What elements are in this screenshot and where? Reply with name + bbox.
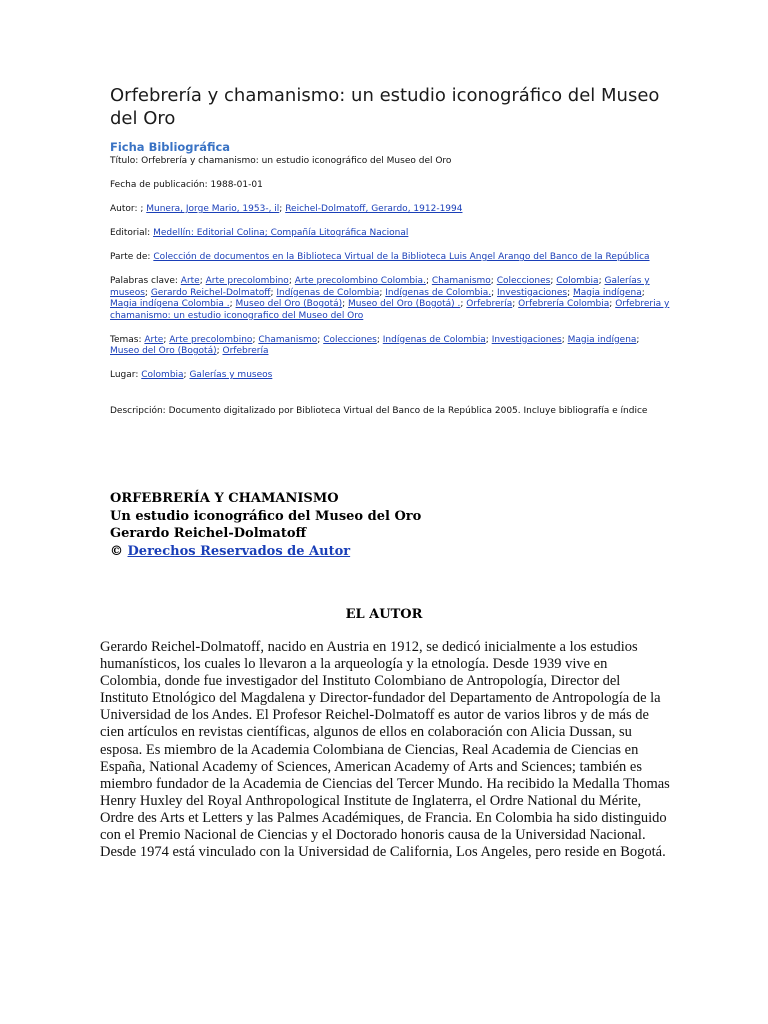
separator: ; xyxy=(636,334,640,345)
descripcion-value: Documento digitalizado por Biblioteca Virtual del Banco de la República 2005. Incluye bibliografía e índice xyxy=(168,405,648,416)
separator: ; xyxy=(491,287,498,298)
book-author: Gerardo Reichel-Dolmatoff xyxy=(110,526,307,541)
separator: ; xyxy=(199,276,206,286)
parte-link[interactable]: Colección de documentos en la Biblioteca Virtual de la Biblioteca Luis Angel Arango del Banco de la República xyxy=(153,252,650,262)
palabra-clave-link[interactable]: Gerardo Reichel-Dolmatoff xyxy=(150,287,271,298)
autor-row xyxy=(110,204,670,216)
autor-link[interactable]: Munera, Jorge Mario, 1953-, il xyxy=(146,204,280,214)
palabra-clave-link[interactable]: Orfebreria y chamanismo: un estudio iconografico del Museo del Oro xyxy=(110,299,670,321)
lugar-label: Lugar: xyxy=(110,370,139,380)
lugar-link[interactable]: Colombia xyxy=(141,370,184,380)
tema-link[interactable]: Magia indígena xyxy=(567,334,637,345)
separator: ; xyxy=(485,334,492,345)
tema-link[interactable]: Orfebrería xyxy=(222,346,269,356)
titulo-row xyxy=(110,156,670,168)
tema-link[interactable]: Colecciones xyxy=(323,334,377,345)
palabra-clave-link[interactable]: Indígenas de Colombia. xyxy=(385,287,492,298)
page-title: Orfebrería y chamanismo: un estudio iconográfico del Museo del Oro xyxy=(110,85,660,129)
separator: ; xyxy=(163,334,170,345)
separator: ; xyxy=(279,204,286,214)
parte-row xyxy=(110,252,670,264)
separator: ; xyxy=(379,287,386,298)
separator: ; xyxy=(512,299,519,309)
titulo-label: Título: xyxy=(110,156,139,166)
temas-label: Temas: xyxy=(110,334,142,345)
titulo-value: Orfebrería y chamanismo: un estudio iconográfico del Museo del Oro xyxy=(141,156,452,166)
separator: ; xyxy=(641,287,645,298)
separator: ; xyxy=(342,299,349,309)
palabra-clave-link[interactable]: Colecciones xyxy=(496,276,551,286)
palabra-clave-link[interactable]: Museo del Oro (Bogotá) . xyxy=(348,299,461,309)
book-title: ORFEBRERÍA Y CHAMANISMO xyxy=(110,491,339,506)
palabra-clave-link[interactable]: Magia indígena Colombia . xyxy=(110,299,230,309)
editorial-label: Editorial: xyxy=(110,228,151,238)
author-bio: Gerardo Reichel-Dolmatoff, nacido en Austria en 1912, se dedicó inicialmente a los estudios humanísticos, los cuales lo llevaron a la arqueología y la etnología. Desde 1939 vive en Colombia, donde fue investigador del Instituto Colombiano de Antropología, Director del Instituto Etnológico del Magdalena y Director-fundador del Departamento de Antropología de la Universidad de los Andes. El Profesor Reichel-Dolmatoff es autor de varios libros y de más de cien artículos en revistas científicas, algunos de ellos en colaboración con Alicia Dussan, su esposa. Es miembro de la Academia Colombiana de Ciencias, Real Academia de Ciencias en España, National Academy of Sciences, American Academy of Arts and Sciences; también es miembro fundador de la Academia de Ciencias del Tercer Mundo. Ha recibido la Medalla Thomas Henry Huxley del Royal Anthropological Institute de Inglaterra, el Ordre National du Mérite, Ordre des Arts et Letters y las Palmes Académiques, de Francia. En Colombia ha sido distinguido con el Premio Nacional de Ciencias y el Doctorado honoris causa de la Universidad Nacional. Desde 1974 está vinculado con la Universidad de California, Los Angeles, pero reside en Bogotá. xyxy=(100,639,670,861)
autor-label: Autor: ; xyxy=(110,204,144,214)
separator: ; xyxy=(425,276,432,286)
separator: ; xyxy=(609,299,616,309)
tema-link[interactable]: Arte xyxy=(144,334,164,345)
tema-link[interactable]: Chamanismo xyxy=(258,334,318,345)
palabras-label: Palabras clave: xyxy=(110,276,178,286)
book-header xyxy=(110,490,670,560)
separator: ; xyxy=(561,334,568,345)
descripcion-row xyxy=(110,406,670,418)
palabra-clave-link[interactable]: Magia indígena xyxy=(573,287,642,298)
palabra-clave-link[interactable]: Indígenas de Colombia xyxy=(276,287,380,298)
palabra-clave-link[interactable]: Arte precolombino xyxy=(205,276,289,286)
fecha-row xyxy=(110,180,670,192)
palabra-clave-link[interactable]: Investigaciones xyxy=(497,287,568,298)
parte-label: Parte de: xyxy=(110,252,151,262)
separator: ; xyxy=(460,299,467,309)
separator: ; xyxy=(229,299,236,309)
palabras-row xyxy=(110,276,670,322)
author-section-heading: EL AUTOR xyxy=(345,607,423,622)
editorial-link[interactable]: Medellín: Editorial Colina; Compañía Litográfica Nacional xyxy=(153,228,409,238)
separator: ; xyxy=(567,287,573,298)
palabra-clave-link[interactable]: Galerías y museos xyxy=(110,276,650,298)
palabra-clave-link[interactable]: Museo del Oro (Bogotá) xyxy=(235,299,343,309)
palabra-clave-link[interactable]: Arte xyxy=(180,276,200,286)
separator: ; xyxy=(216,346,223,356)
editorial-row xyxy=(110,228,670,240)
lugar-link[interactable]: Galerías y museos xyxy=(189,370,273,380)
rights-line xyxy=(110,543,670,561)
palabra-clave-link[interactable]: Orfebrería xyxy=(466,299,513,309)
separator: ; xyxy=(490,276,497,286)
palabra-clave-link[interactable]: Chamanismo xyxy=(431,276,491,286)
book-subtitle: Un estudio iconográfico del Museo del Oro xyxy=(110,508,422,524)
fecha-value: 1988-01-01 xyxy=(210,180,263,190)
copyright-icon: © xyxy=(110,543,123,559)
tema-link[interactable]: Indígenas de Colombia xyxy=(382,334,486,345)
separator: ; xyxy=(270,287,277,298)
temas-row xyxy=(110,335,670,358)
fecha-label: Fecha de publicación: xyxy=(110,180,208,190)
separator: ; xyxy=(288,276,295,286)
palabra-clave-link[interactable]: Orfebrería Colombia xyxy=(518,299,610,309)
descripcion-label: Descripción: xyxy=(110,405,166,416)
tema-link[interactable]: Arte precolombino xyxy=(169,334,253,345)
lugar-row xyxy=(110,370,670,382)
palabra-clave-link[interactable]: Arte precolombino Colombia. xyxy=(294,276,426,286)
tema-link[interactable]: Museo del Oro (Bogotá) xyxy=(110,346,217,356)
separator: ; xyxy=(598,276,605,286)
ficha-heading: Ficha Bibliográfica xyxy=(110,140,231,154)
separator: ; xyxy=(183,370,190,380)
separator: ; xyxy=(376,334,383,345)
autor-link[interactable]: Reichel-Dolmatoff, Gerardo, 1912-1994 xyxy=(285,204,463,214)
separator: ; xyxy=(252,334,259,345)
separator: ; xyxy=(317,334,324,345)
ficha-bibliografica xyxy=(110,140,670,417)
tema-link[interactable]: Investigaciones xyxy=(491,334,562,345)
separator: ; xyxy=(550,276,557,286)
palabra-clave-link[interactable]: Colombia xyxy=(556,276,599,286)
separator: ; xyxy=(144,287,151,298)
rights-link[interactable]: Derechos Reservados de Autor xyxy=(127,543,351,559)
